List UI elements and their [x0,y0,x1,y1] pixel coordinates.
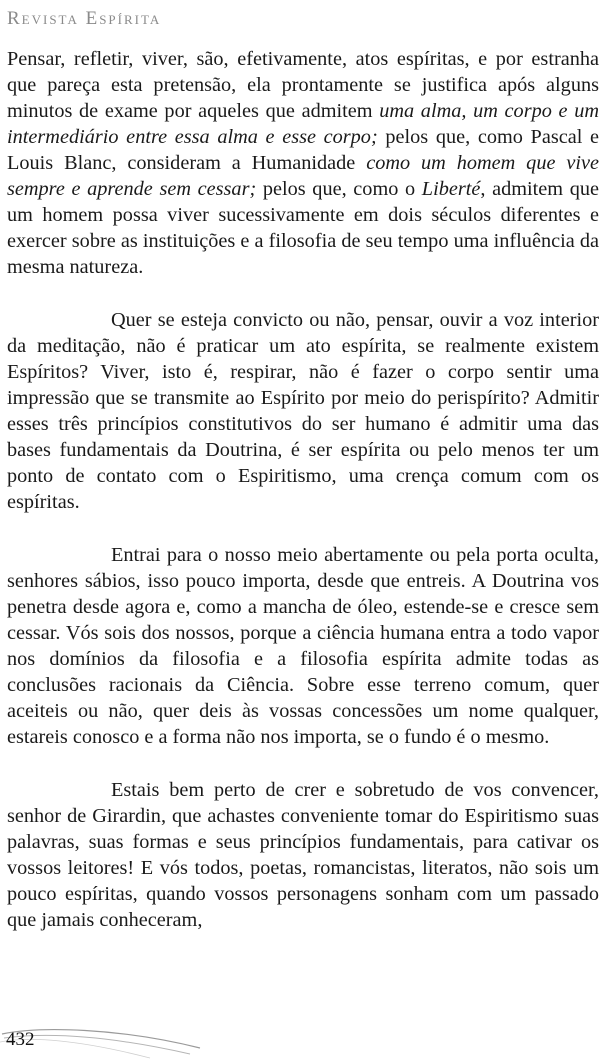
page-number: 432 [6,1029,35,1050]
paragraph-1-text-c: pelos que, como o [256,178,422,200]
paragraph-1-italic-b: como um homem que vive sempre e aprende sem cessar; [7,152,599,200]
paragraph-1-text-b: pelos que, como Pascal e Louis Blanc, consideram a Humanidade [7,126,600,174]
running-header: Revista Espírita [7,8,162,29]
paragraph-2: Quer se esteja convicto ou não, pensar, ouvir a voz interior da meditação, não é praticar um ato espírita, se realmente existem Espíritos? Viver, isto é, respirar, não é fazer o corpo sentir uma impressão que se transmite ao Espírito por meio do perispírito? Admitir esses três princípios constitutivos do ser humano é admitir uma das bases fundamentais da Doutrina, é ser espírita ou pelo menos ter um ponto de contato com o Espiritismo, uma crença comum com os espíritas. [7,309,599,513]
paragraph-4: Estais bem perto de crer e sobretudo de vos convencer, senhor de Girardin, que achastes conveniente tomar do Espiritismo suas palavras, suas formas e seus princípios fundamentais, para cativar os vossos leitores! E vós todos, poetas, romancistas, literatos, não sois um pouco espíritas, quando vossos personagens sonham com um passado que jamais conheceram, [7,779,599,931]
paragraph-1-text-d: , admitem que um homem possa viver sucessivamente em dois séculos diferentes e exercer sobre as instituições e a filosofia de seu tempo uma influência da mesma natureza. [7,178,599,278]
paragraph-1-italic-a: uma alma, um corpo e um intermediário entre essa alma e esse corpo; [7,100,599,148]
paragraph-1-italic-c: Liberté [421,178,481,200]
paragraph-1-text-a: Pensar, refletir, viver, são, efetivamente, atos espíritas, e por estranha que pareça esta pretensão, ela prontamente se justifica após alguns minutos de exame por aqueles que admitem [7,48,599,122]
paragraph-3: Entrai para o nosso meio abertamente ou pela porta oculta, senhores sábios, isso pouco importa, desde que entreis. A Doutrina vos penetra desde agora e, como a mancha de óleo, estende-se e cresce sem cessar. Vós sois dos nossos, porque a ciência humana entra a todo vapor nos domínios da filosofia e a filosofia espírita admite todas as conclusões racionais da Ciência. Sobre esse terreno comum, quer aceiteis ou não, quer deis às vossas concessões um nome qualquer, estareis conosco e a forma não nos importa, se o fundo é o mesmo. [7,544,599,748]
paragraph-1 [7,46,599,280]
article-body [7,46,599,960]
